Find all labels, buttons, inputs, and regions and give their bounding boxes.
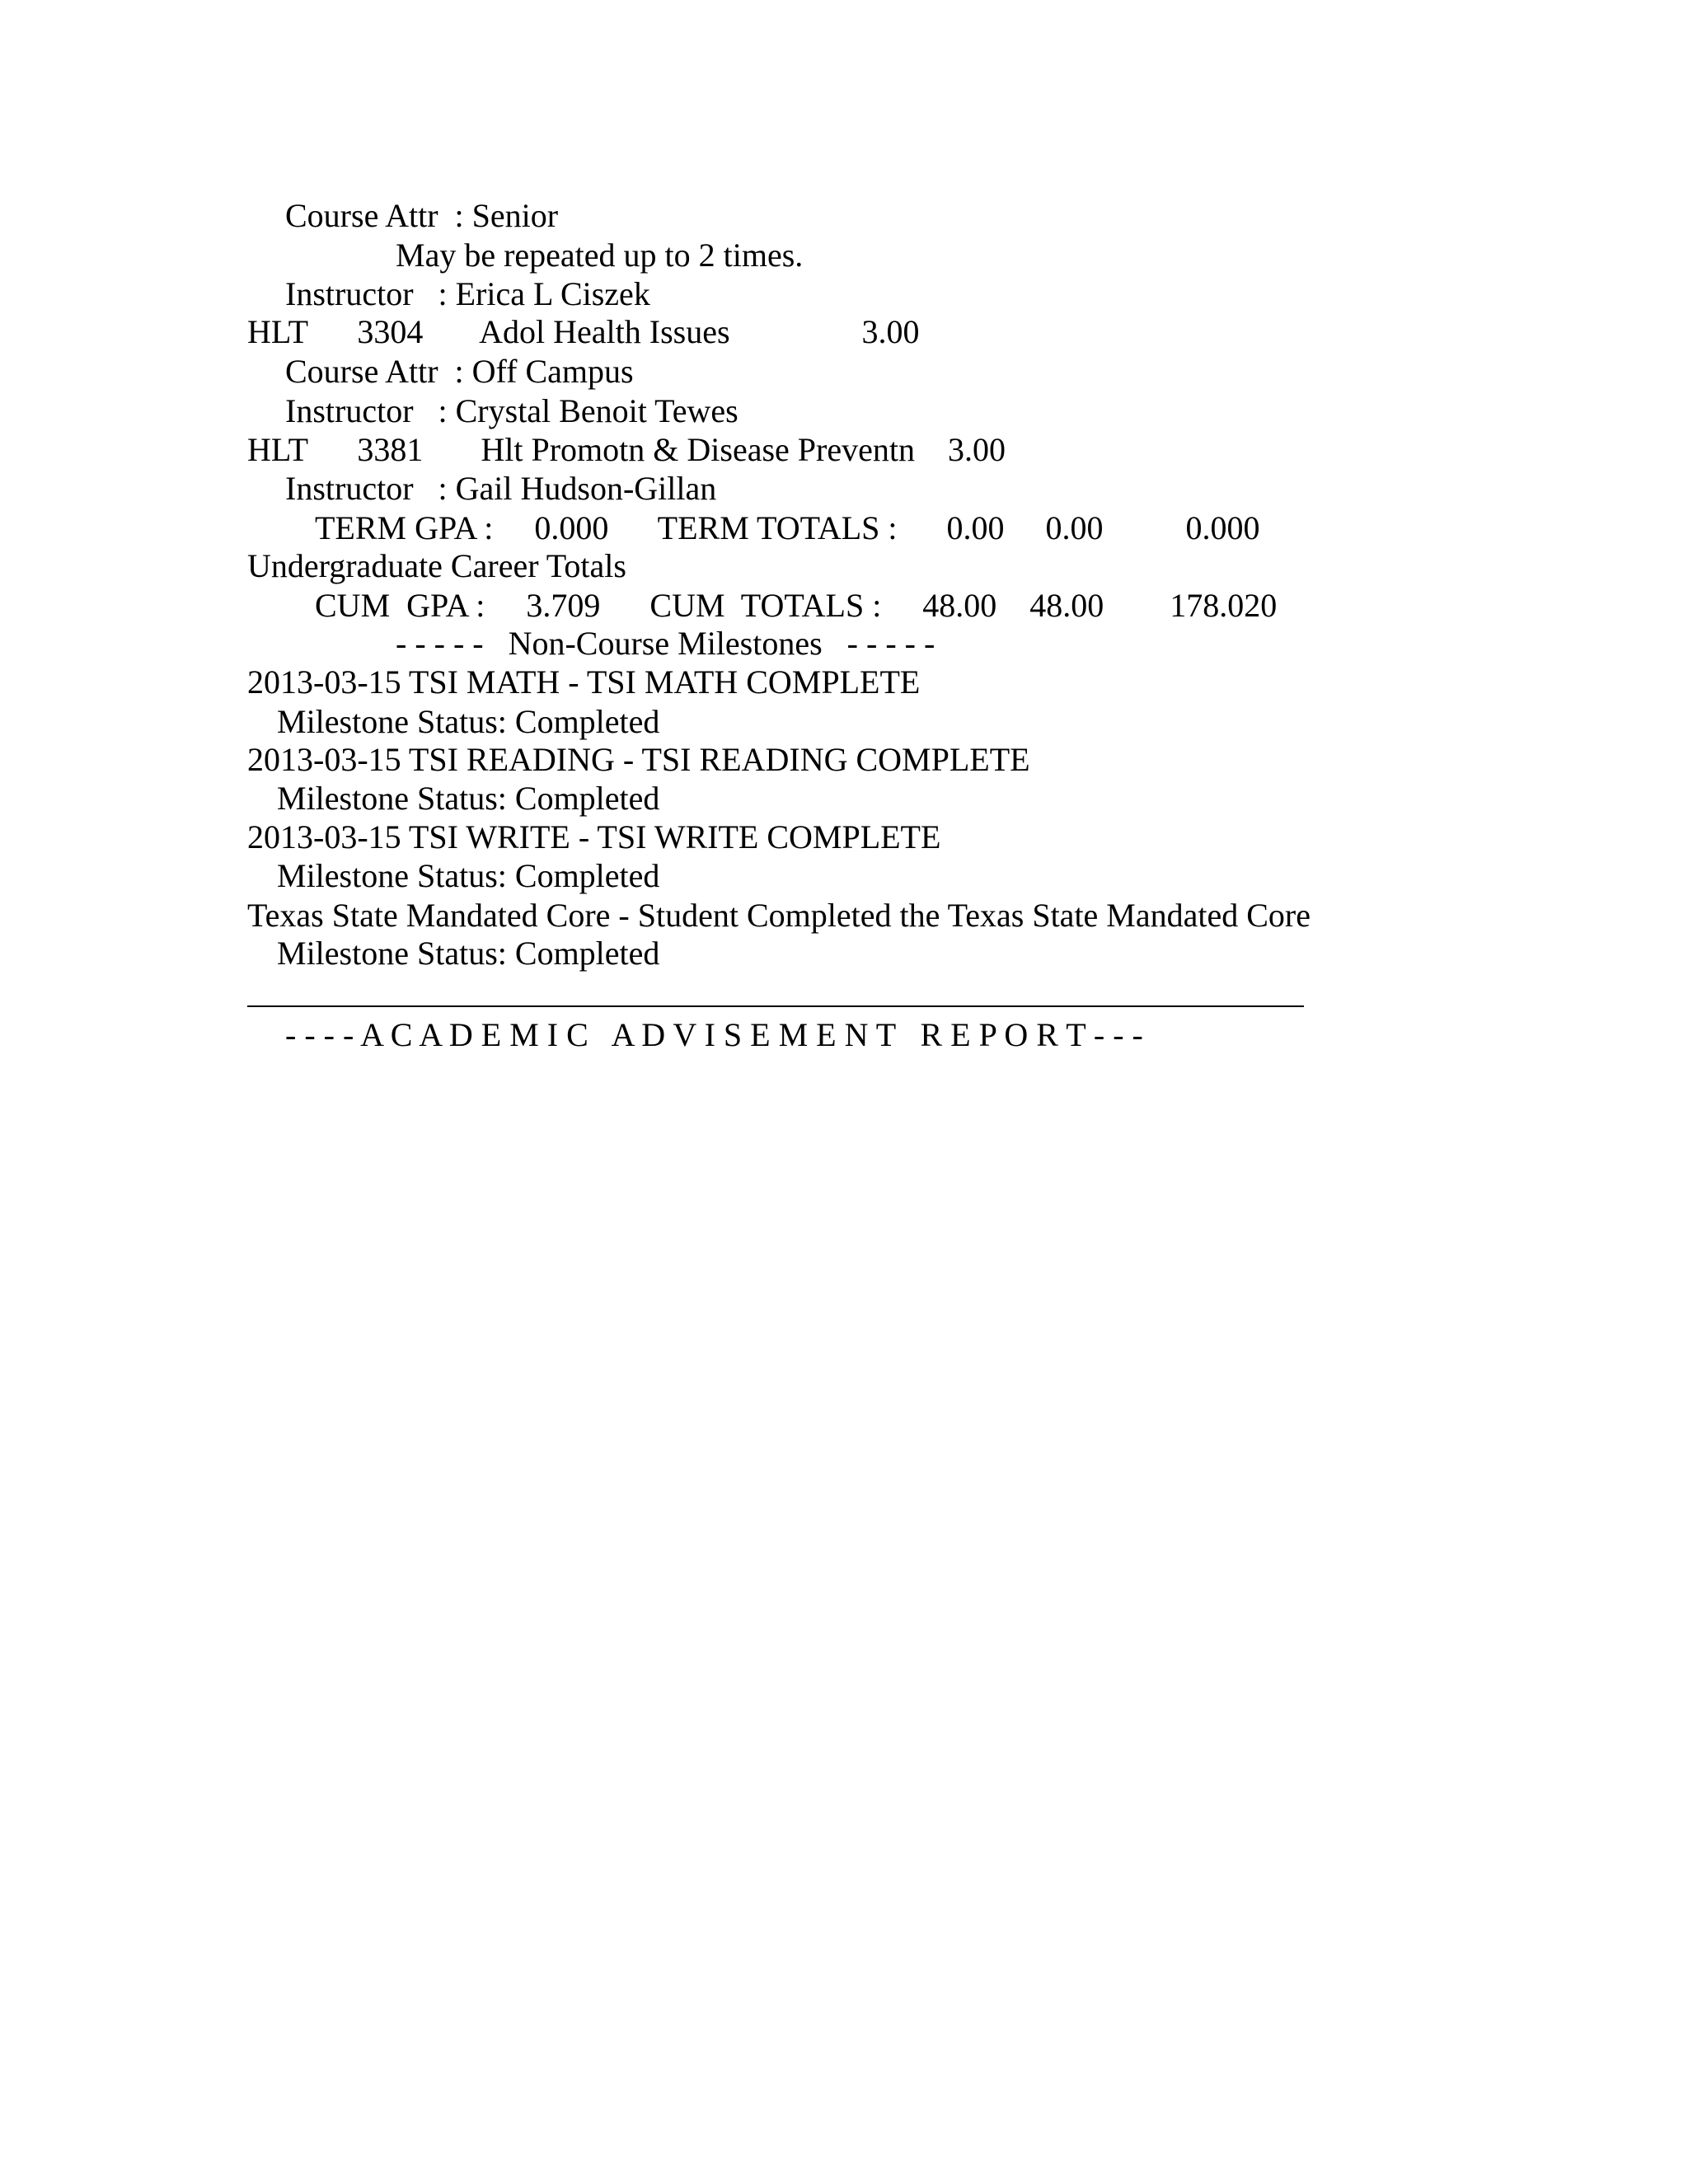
milestone-status: Milestone Status: Completed [277,857,660,894]
term-gpa-totals: TERM GPA : 0.000 TERM TOTALS : 0.00 0.00 0.000 [315,509,1260,546]
instructor-line: Instructor : Crystal Benoit Tewes [285,392,738,429]
course-row: HLT 3381 Hlt Promotn & Disease Preventn 3.00 [247,431,1006,468]
milestone-item: Texas State Mandated Core - Student Completed the Texas State Mandated Core [247,897,1311,934]
repeat-note: May be repeated up to 2 times. [396,237,804,274]
milestone-status: Milestone Status: Completed [277,703,660,740]
milestone-item: 2013-03-15 TSI WRITE - TSI WRITE COMPLETE [247,818,941,855]
instructor-line: Instructor : Erica L Ciszek [285,275,650,312]
course-row: HLT 3304 Adol Health Issues 3.00 [247,313,920,350]
milestones-heading: - - - - - Non-Course Milestones - - - - - [396,625,935,662]
milestone-status: Milestone Status: Completed [277,935,660,972]
cum-gpa-totals: CUM GPA : 3.709 CUM TOTALS : 48.00 48.00 178.020 [315,587,1278,624]
career-totals-heading: Undergraduate Career Totals [247,547,626,584]
divider-line [247,1005,1304,1007]
instructor-line: Instructor : Gail Hudson-Gillan [285,470,717,507]
course-attr-line: Course Attr : Off Campus [285,353,634,390]
milestone-status: Milestone Status: Completed [277,780,660,817]
report-title: - - - - A C A D E M I C A D V I S E M E N T R E P O R T - - - [285,1016,1143,1053]
course-attr-senior: Course Attr : Senior [285,197,559,234]
milestone-item: 2013-03-15 TSI READING - TSI READING COMPLETE [247,741,1030,778]
milestone-item: 2013-03-15 TSI MATH - TSI MATH COMPLETE [247,663,921,701]
